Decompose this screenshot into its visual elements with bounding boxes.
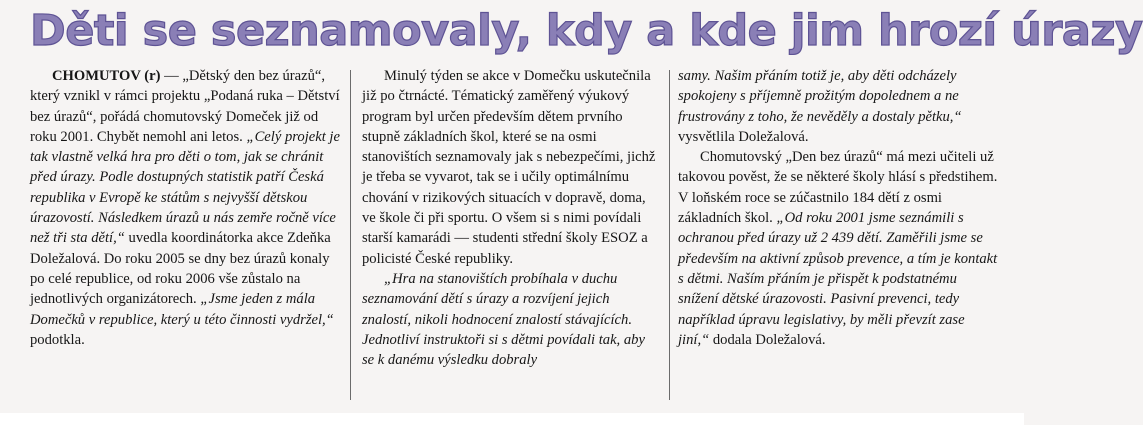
column-divider xyxy=(350,70,351,400)
article-headline: Děti se seznamovaly, kdy a kde jim hrozí úrazy xyxy=(30,6,1143,56)
article-column-3 xyxy=(678,66,998,411)
paragraph-text: podotkla. xyxy=(30,331,85,348)
quote: „Celý projekt je tak vlastně velká hra pro děti o tom, jak se chránit před úrazy. Podle dostupných statistik patří Česká republika v Evropě ke státům s nejvyšší dětskou úrazovostí. Následkem úrazů u nás zemře ročně více než tři sta dětí,“ xyxy=(30,128,340,247)
paragraph: Minulý týden se akce v Domečku uskutečnila již po čtrnácté. Tématický zaměřený výukový program byl určen především dětem prvního stupně základních škol, které se na osmi stanovištích seznamovaly jak s nebezpečími, jichž je třeba se vyvarot, tak se i učily optimálnímu chování v rizikových situacích v dopravě, doma, ve škole či při sportu. O všem si s nimi povídali starší kamarádi — studenti střední školy ESOZ a policisté České republiky. xyxy=(362,68,656,267)
quote: „Jsme jeden z mála Domečků v republice, který u této činnosti vydržel,“ xyxy=(30,291,334,328)
page-margin xyxy=(0,413,1024,425)
quote: samy. Našim přáním totiž je, aby děti odcházely spokojeny s příjemně prožitým dopolednem a ne frustrovány z toho, že nevěděly a dostaly pětku,“ xyxy=(678,68,962,125)
paragraph-text: — „Dětský den bez úrazů“, který vznikl v rámci projektu „Podaná ruka – Dětství bez úrazů“, pořádá chomutovský Domeček již od roku 2001. Chybět nemohl ani letos. xyxy=(30,68,340,145)
article-column-2 xyxy=(362,66,660,411)
dateline: CHOMUTOV (r) xyxy=(52,68,161,84)
paragraph xyxy=(678,66,998,147)
paragraph-text: Chomutovský „Den bez úrazů“ má mezi učiteli už takovou pověst, že se některé školy hlásí s předstihem. V loňském roce se zúčastnilo 184 dětí z osmi základních škol. xyxy=(678,149,998,227)
paragraph xyxy=(678,147,998,350)
paragraph-text: vysvětlila Doležalová. xyxy=(678,128,809,145)
quote: „Hra na stanovištích probíhala v duchu seznamování dětí s úrazy a rozvíjení jejich znalostí, nikoli hodnocení znalostí stávajících. Jednotliví instruktoři si s dětmi povídali tak, aby se k danému výsledku dobraly xyxy=(362,270,645,369)
article-column-1 xyxy=(30,66,340,411)
column-divider xyxy=(669,70,670,400)
paragraph-text: dodala Doležalová. xyxy=(709,331,826,348)
paragraph xyxy=(30,66,340,350)
paragraph-text: uvedla koordinátorka akce Zdeňka Doležalová. Do roku 2005 se dny bez úrazů konaly po celé republice, od roku 2006 vše zůstalo na jednotlivých organizátorech. xyxy=(30,230,331,308)
quote: „Od roku 2001 jsme seznámili s ochranou před úrazy už 2 439 dětí. Zaměřili jsme se především na aktivní způsob prevence, a tím je kontakt s dětmi. Naším přáním je přispět k podstatnému snížení dětské úrazovosti. Pasivní prevenci, tedy například úpravu legislativy, by měli převzít zase jiní,“ xyxy=(678,210,998,348)
